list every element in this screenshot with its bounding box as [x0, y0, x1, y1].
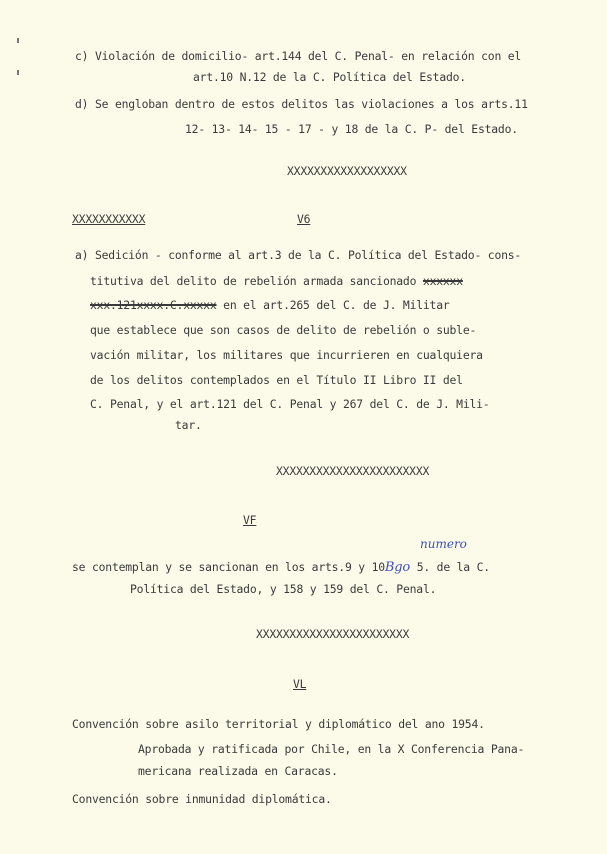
- separator-line: XXXXXXXXXXXXXXXXXXXXXXX: [256, 627, 410, 641]
- section-heading-vf: VF: [243, 513, 257, 527]
- item-c-line2: art.10 N.12 de la C. Política del Estado.: [193, 70, 466, 84]
- handwritten-scribble: Bgo: [384, 560, 411, 575]
- struck-text: xxxxxx: [422, 274, 463, 288]
- margin-mark: [17, 70, 19, 75]
- item-a-line8: tar.: [175, 418, 202, 432]
- item-d-line2: 12- 13- 14- 15 - 17 - y 18 de la C. P- del Estado.: [185, 122, 518, 136]
- convention-line1: Convención sobre asilo territorial y diplomático del ano 1954.: [72, 717, 485, 731]
- item-a-line4: que establece que son casos de delito de rebelión o suble-: [90, 323, 477, 337]
- section-heading-vl: VL: [293, 677, 307, 691]
- section-heading-v6: V6: [297, 212, 311, 226]
- item-a-line1: a) Sedición - conforme al art.3 de la C. Política del Estado- cons-: [75, 248, 522, 262]
- convention-line2: Aprobada y ratificada por Chile, en la X Conferencia Pana-: [138, 742, 525, 756]
- section-left-marker: XXXXXXXXXXX: [72, 212, 146, 226]
- handwritten-numero: numero: [420, 537, 467, 551]
- struck-text: xxx.121xxxx.C.xxxxx: [90, 298, 217, 312]
- item-s-line1: se contemplan y se sancionan en los arts.9 y 10Bgo 5. de la C.: [72, 560, 490, 575]
- item-a-line2: titutiva del delito de rebelión armada sancionado xxxxxx: [90, 274, 463, 288]
- convention-line4: Convención sobre inmunidad diplomática.: [72, 792, 332, 806]
- separator-line: XXXXXXXXXXXXXXXXXX: [287, 164, 407, 178]
- item-a-line7: C. Penal, y el art.121 del C. Penal y 267 del C. de J. Mili-: [90, 397, 490, 411]
- item-d-line1: d) Se engloban dentro de estos delitos las violaciones a los arts.11: [75, 97, 528, 111]
- item-c-line1: c) Violación de domicilio- art.144 del C. Penal- en relación con el: [75, 49, 522, 63]
- convention-line3: mericana realizada en Caracas.: [138, 764, 338, 778]
- item-a-line6: de los delitos contemplados en el Título II Libro II del: [90, 373, 463, 387]
- separator-line: XXXXXXXXXXXXXXXXXXXXXXX: [276, 464, 430, 478]
- item-s-line2: Política del Estado, y 158 y 159 del C. Penal.: [130, 582, 437, 596]
- margin-mark: [17, 38, 19, 43]
- item-a-line5: vación militar, los militares que incurrieren en cualquiera: [90, 348, 483, 362]
- item-a-line3: xxx.121xxxx.C.xxxxx en el art.265 del C. de J. Militar: [90, 298, 450, 312]
